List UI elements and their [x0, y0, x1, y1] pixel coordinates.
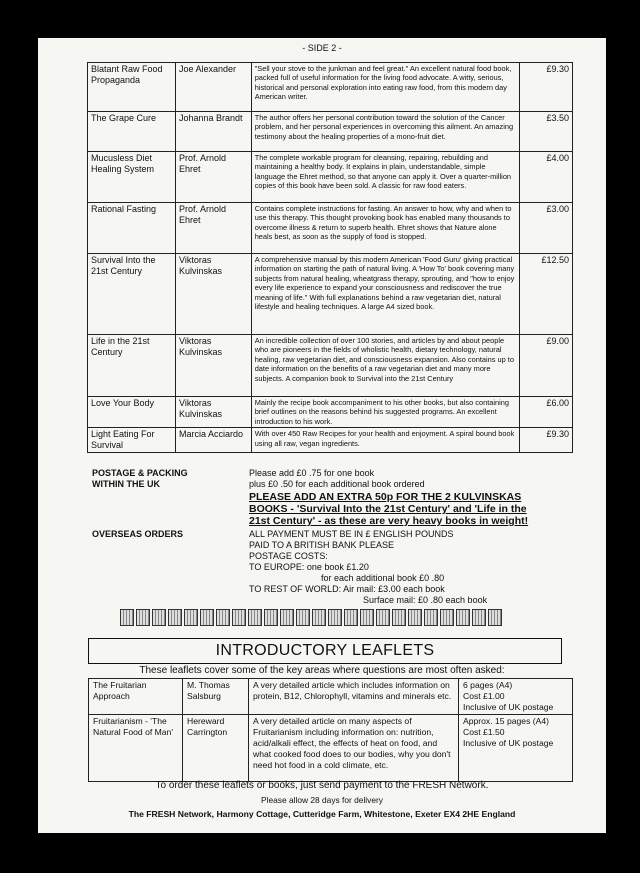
- leaflet-author: Hereward Carrington: [183, 715, 249, 782]
- book-title: The Grape Cure: [88, 112, 176, 152]
- table-row: [89, 679, 573, 715]
- leaflet-price-info: Approx. 15 pages (A4) Cost £1.50 Inclusive of UK postage: [459, 715, 573, 782]
- book-author: Prof. Arnold Ehret: [175, 203, 251, 254]
- leaflet-table: [88, 678, 573, 782]
- book-author: Joe Alexander: [175, 63, 251, 112]
- book-price: £12.50: [519, 254, 572, 335]
- table-row: [88, 397, 573, 428]
- book-title: Blatant Raw Food Propaganda: [88, 63, 176, 112]
- table-row: [88, 203, 573, 254]
- book-title: Love Your Body: [88, 397, 176, 428]
- book-price: £6.00: [519, 397, 572, 428]
- kulvinskas-surcharge-note: PLEASE ADD AN EXTRA 50p FOR THE 2 KULVINSKAS BOOKS - 'Survival Into the 21st Century' and 'Life in the 21st Century' - as these are very heavy books in weight!: [249, 491, 529, 527]
- book-description: With over 450 Raw Recipes for your health and enjoyment. A spiral bound book using all raw, vegan ingredients.: [251, 428, 519, 453]
- leaflet-author: M. Thomas Salsburg: [183, 679, 249, 715]
- postage-uk-rates: Please add £0 .75 for one book plus £0 .50 for each additional book ordered: [249, 468, 425, 489]
- book-author: Viktoras Kulvinskas: [175, 254, 251, 335]
- overseas-heading: OVERSEAS ORDERS: [92, 529, 184, 539]
- book-author: Prof. Arnold Ehret: [175, 152, 251, 203]
- book-price: £9.30: [519, 63, 572, 112]
- decorative-books-border: [120, 609, 502, 626]
- book-title: Light Eating For Survival: [88, 428, 176, 453]
- book-description: "Sell your stove to the junkman and feel great." An excellent natural food book, packed full of useful information for the living food advocate. A witty, serious, historical and personal exploration into eating raw food, from this modern day American writer.: [251, 63, 519, 112]
- leaflet-description: A very detailed article on many aspects of Fruitarianism including information on: nutrition, acid/alkali effect, the effects of heat on food, and what cooked food does to our bodies, why you don't need hot food in a cold climate, etc.: [249, 715, 459, 782]
- side-label: - SIDE 2 -: [302, 43, 342, 53]
- book-price: £9.00: [519, 335, 572, 397]
- book-title: Mucusless Diet Healing System: [88, 152, 176, 203]
- leaflet-title: The Fruitarian Approach: [89, 679, 183, 715]
- book-author: Viktoras Kulvinskas: [175, 397, 251, 428]
- table-row: [88, 63, 573, 112]
- book-title: Life in the 21st Century: [88, 335, 176, 397]
- postal-address: The FRESH Network, Harmony Cottage, Cutteridge Farm, Whitestone, Exeter EX4 2HE England: [128, 809, 516, 819]
- book-title: Survival Into the 21st Century: [88, 254, 176, 335]
- book-price: £3.50: [519, 112, 572, 152]
- table-row: [89, 715, 573, 782]
- table-row: [88, 335, 573, 397]
- introductory-leaflets-title: INTRODUCTORY LEAFLETS: [88, 638, 562, 664]
- table-row: [88, 428, 573, 453]
- leaflet-title: Fruitarianism - 'The Natural Food of Man': [89, 715, 183, 782]
- book-author: Viktoras Kulvinskas: [175, 335, 251, 397]
- book-description: Mainly the recipe book accompaniment to his other books, but also containing brief outlines on the reasons behind his suggested programs. An excellent introduction to his work.: [251, 397, 519, 428]
- leaflet-description: A very detailed article which includes information on protein, B12, Chlorophyll, vitamins and minerals etc.: [249, 679, 459, 715]
- book-author: Marcia Acciardo: [175, 428, 251, 453]
- book-author: Johanna Brandt: [175, 112, 251, 152]
- book-description: A comprehensive manual by this modern American 'Food Guru' giving practical information on starting the path of natural living. A 'How To' book covering many subjects from natural healing, wheatgrass therapy, sprouting, and "how to enjoy every life experience to expand your consciousness and rediscover the true meaning of life." With full explanations behind a raw vegetarian diet, natural lifestyle and healing techniques. A large A4 sized book.: [251, 254, 519, 335]
- book-list-table: [87, 62, 573, 453]
- introductory-leaflets-subtitle: These leaflets cover some of the key areas where questions are most often asked:: [139, 665, 505, 676]
- overseas-rates: ALL PAYMENT MUST BE IN £ ENGLISH POUNDS PAID TO A BRITISH BANK PLEASE POSTAGE COSTS: TO EUROPE: one book £1.20 for each additional book £0 .80 TO REST OF WORLD: Air mail: £3.00 each book Surface mail: £0 .80 each book: [249, 529, 488, 605]
- book-price: £3.00: [519, 203, 572, 254]
- table-row: [88, 112, 573, 152]
- book-price: £9.30: [519, 428, 572, 453]
- delivery-note: Please allow 28 days for delivery: [261, 795, 383, 805]
- book-price: £4.00: [519, 152, 572, 203]
- book-description: The author offers her personal contribution toward the solution of the Cancer problem, and her personal experiences in overcoming this ailment. An amazing testimony about the healing properties of a mono-fruit diet.: [251, 112, 519, 152]
- document-page: [38, 38, 606, 833]
- order-instructions: To order these leaflets or books, just send payment to the FRESH Network.: [155, 780, 489, 791]
- table-row: [88, 152, 573, 203]
- book-description: An incredible collection of over 100 stories, and articles by and about people who are pioneers in the fields of wholistic health, dietary technology, natural healing, raw vegetarian diet, and consciousness expansion. Also contains up to date information on the benefits of a raw vegetarian diet and many more subjects. A companion book to Survival into the 21st Century: [251, 335, 519, 397]
- table-row: [88, 254, 573, 335]
- book-title: Rational Fasting: [88, 203, 176, 254]
- postage-uk-heading: POSTAGE & PACKING WITHIN THE UK: [92, 468, 188, 489]
- book-description: Contains complete instructions for fasting. An answer to how, why and when to use this therapy. This thought provoking book has enabled many thousands to overcome illness & return to superb health. Ehret shows that Nature alone heals best, as soon as the supply of food is stopped.: [251, 203, 519, 254]
- leaflet-price-info: 6 pages (A4) Cost £1.00 Inclusive of UK postage: [459, 679, 573, 715]
- book-description: The complete workable program for cleansing, repairing, rebuilding and maintaining a healthy body. It explains in plain, understandable, simple language the Ehret method, so that anyone can apply it. Over a quarter-million copies of this book have been sold. A classic for raw food eaters.: [251, 152, 519, 203]
